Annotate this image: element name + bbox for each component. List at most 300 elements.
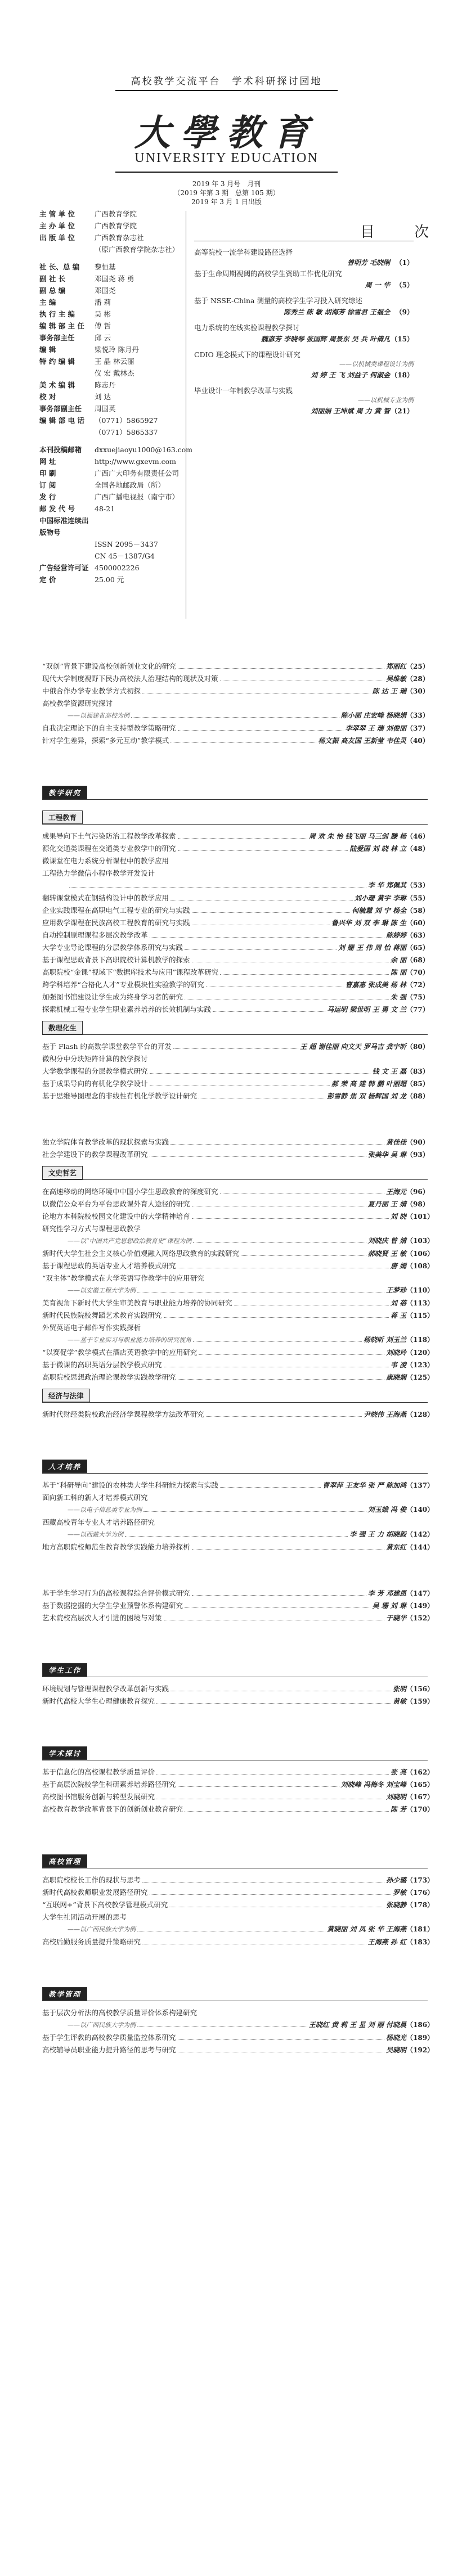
info-value: dxxuejiaoyu1000@163.com xyxy=(95,445,193,454)
toc-subtitle-row[interactable] xyxy=(42,1285,434,1298)
masthead-rule-top xyxy=(115,90,338,91)
toc-entry-title[interactable]: 高职院校校长工作的现状与思考 xyxy=(42,1876,141,1884)
toc-leader-dots xyxy=(137,2021,307,2027)
front-toc-entry[interactable] xyxy=(194,269,414,279)
toc-entry[interactable] xyxy=(42,1248,434,1260)
toc-leader-dots xyxy=(178,832,307,839)
toc-entry-authors: 尹晓伟 王海燕 xyxy=(363,1411,406,1418)
toc-entry-title[interactable]: 高校教学资源研究探讨 xyxy=(42,699,113,708)
info-value: 刘 达 xyxy=(95,393,111,401)
info-label: 编 辑 部 主 任 xyxy=(39,322,84,330)
info-value: ISSN 2095－3437 xyxy=(95,540,158,548)
toc-entry-title[interactable]: 加强图书馆建设让学生成为终身学习者的研究 xyxy=(42,993,183,1001)
toc-entry-title[interactable]: 面向新工科的新人才培养模式研究 xyxy=(42,1493,148,1502)
toc-entry-title[interactable]: 微积分中分块矩阵计算的教学探讨 xyxy=(42,1055,148,1063)
front-toc-authors xyxy=(194,370,414,380)
toc-entry[interactable] xyxy=(42,1149,428,1161)
toc-entry[interactable] xyxy=(42,1260,434,1273)
front-toc xyxy=(194,247,414,422)
toc-entry-authors: 罗敏 xyxy=(392,1889,406,1897)
toc-entry-authors: 王梦珍 xyxy=(385,1286,406,1294)
toc-subtitle-row[interactable] xyxy=(42,880,428,893)
info-value: 4500002226 xyxy=(95,564,140,572)
toc-entry[interactable] xyxy=(42,1899,434,1912)
section-label: 数理化生 xyxy=(42,1021,83,1034)
toc-entry[interactable] xyxy=(42,661,428,673)
front-toc-page: （21） xyxy=(391,407,414,415)
info-label xyxy=(39,550,95,562)
toc-entry-title[interactable]: 基于课程思政的英语专业人才培养模式研究 xyxy=(42,1262,176,1270)
toc-entry-title[interactable]: ——以安徽工程大学为例 xyxy=(68,1287,136,1294)
toc-leader-dots xyxy=(143,1506,366,1512)
toc-leader-dots xyxy=(193,1336,362,1342)
toc-entry-title[interactable]: 外贸英语电子邮件写作实践探析 xyxy=(42,1323,141,1332)
info-row xyxy=(39,296,183,308)
toc-entry[interactable] xyxy=(42,954,428,967)
section-header xyxy=(42,1987,87,2001)
toc-entry-authors: 于晓华 xyxy=(385,1614,406,1622)
toc-leader-dots xyxy=(241,1250,366,1256)
toc-entry-title[interactable]: “互联网+”背景下高校教学管理模式研究 xyxy=(42,1901,168,1909)
section-header xyxy=(42,1746,87,1760)
toc-entry[interactable] xyxy=(42,686,428,698)
info-spacer xyxy=(39,438,183,444)
front-toc-title[interactable]: CDIO 理念模式下的课程设计研究 xyxy=(194,350,300,359)
toc-entry[interactable] xyxy=(42,979,428,992)
toc-leader-dots xyxy=(199,1092,325,1098)
front-toc-authors xyxy=(194,334,414,344)
toc-entry-authors: 康晓娴 xyxy=(385,1373,406,1381)
info-value: （原广西教育学院杂志社） xyxy=(95,245,180,254)
toc-entry-title[interactable]: 新时代高校大学生心理健康教育探究 xyxy=(42,1697,155,1705)
info-label: 主 办 单 位 xyxy=(39,222,75,230)
toc-leader-dots xyxy=(178,1373,384,1380)
toc-entry-title[interactable]: 高职院校思想政治理论课教学实践教学研究 xyxy=(42,1373,176,1381)
masthead-rule-bottom xyxy=(115,172,338,173)
toc-entry-title[interactable]: 基于微课的高职英语分层教学模式研究 xyxy=(42,1361,162,1369)
section-header xyxy=(42,1389,90,1402)
toc-entry[interactable] xyxy=(42,942,428,954)
info-row xyxy=(39,220,183,232)
front-toc-entry[interactable] xyxy=(194,307,414,317)
info-row xyxy=(39,308,183,320)
toc-leader-dots xyxy=(192,1589,366,1596)
toc-subtitle-row[interactable] xyxy=(42,1924,434,1936)
info-spacer xyxy=(39,255,183,261)
toc-entry-title[interactable]: 中俄合作办学专业教学方式初探 xyxy=(42,687,141,695)
toc-entry-title[interactable]: 新时代高校教师职业发展路径研究 xyxy=(42,1888,148,1897)
toc-entry[interactable] xyxy=(42,1211,434,1223)
toc-entry[interactable] xyxy=(42,992,428,1004)
toc-entry-authors: 朱 强 xyxy=(390,993,406,1001)
toc-entry-title[interactable]: 社会学建设下的教学课程改革研究 xyxy=(42,1150,148,1159)
info-value: 傅 哲 xyxy=(95,322,111,330)
toc-entry-title[interactable]: 基于学生评教的高校教学质量监控体系研究 xyxy=(42,2033,176,2042)
toc-entry[interactable] xyxy=(42,1588,434,1600)
toc-entry-title[interactable]: 大学数学课程的分层教学模式研究 xyxy=(42,1067,148,1075)
section-label: 学生工作 xyxy=(42,1663,87,1677)
section-label: 教学研究 xyxy=(42,786,87,799)
toc-entry-page: （125） xyxy=(406,1373,434,1381)
toc-entry[interactable] xyxy=(42,893,428,905)
toc-entry-title[interactable]: 基于“科研导向”建设的农林类大学生科研能力探索与实践 xyxy=(42,1481,218,1489)
toc-entry-title[interactable]: 自动控制原理课程多层次教学改革 xyxy=(42,931,148,939)
toc-subtitle-row[interactable] xyxy=(42,1335,434,1347)
toc-entry-title[interactable]: ——以“中国共产党思想政治教育史”课程为例 xyxy=(68,1237,192,1245)
section-rule xyxy=(42,1179,428,1180)
toc-entry-title[interactable]: 基于数据挖掘的大学生学业预警体系构建研究 xyxy=(42,1601,183,1610)
front-toc-page: （15） xyxy=(391,335,414,343)
toc-block xyxy=(42,1875,434,1949)
toc-entry[interactable] xyxy=(42,1613,434,1625)
toc-entry-title[interactable]: 环境规划与管理课程教学改革创新与实践 xyxy=(42,1685,169,1693)
toc-entry-page: （25） xyxy=(406,663,429,670)
toc-entry-title[interactable]: ——以西藏大学为例 xyxy=(68,1531,123,1538)
toc-entry[interactable] xyxy=(42,673,428,686)
toc-entry-title[interactable]: 高校图书馆服务创新与转型发展研究 xyxy=(42,1793,155,1801)
toc-entry-title[interactable]: 跨学科培养“合格化人才”专业模块性实验教学的研究 xyxy=(42,980,204,989)
toc-entry-title[interactable]: 基于高层次院校学生科研素养培养路径研究 xyxy=(42,1780,176,1789)
toc-entry[interactable] xyxy=(42,723,428,735)
front-toc-entry[interactable] xyxy=(194,280,414,290)
toc-leader-dots xyxy=(192,1543,384,1550)
front-toc-title[interactable]: 高等院校一流学科建设路径选择 xyxy=(194,248,293,256)
toc-entry-page: （103） xyxy=(406,1237,434,1245)
toc-entry-page: （58） xyxy=(406,907,429,915)
toc-entry-authors: 李 强 王 力 胡晓毅 xyxy=(349,1530,406,1538)
toc-entry[interactable] xyxy=(42,1492,428,1505)
toc-entry-title[interactable]: 新时代大学生社会主义核心价值观融入网络思政教育的实践研究 xyxy=(42,1249,240,1258)
toc-entry[interactable] xyxy=(42,1310,434,1322)
toc-entry[interactable] xyxy=(42,1091,428,1103)
info-value: 邓国尧 xyxy=(95,286,116,295)
toc-entry-page: （181） xyxy=(406,1925,434,1933)
toc-leader-dots xyxy=(178,1262,389,1268)
toc-entry-title[interactable]: 基于思维导图理念的非线性有机化学教学设计研究 xyxy=(42,1092,198,1100)
front-toc-entry[interactable] xyxy=(194,323,414,333)
toc-leader-dots xyxy=(192,1213,389,1219)
toc-entry-title[interactable]: 源化交通类课程在交通类专业教学中的研究 xyxy=(42,844,176,853)
toc-entry[interactable] xyxy=(42,698,428,710)
toc-entry[interactable] xyxy=(42,1322,428,1335)
toc-entry[interactable] xyxy=(42,1517,428,1529)
toc-entry-authors: 王海元 xyxy=(385,1188,406,1196)
toc-entry-title[interactable]: 应用数学课程在民族高校工程教育的研究与实践 xyxy=(42,918,190,927)
toc-entry-authors: 刘玉娥 冯 俊 xyxy=(367,1506,406,1514)
info-row xyxy=(39,491,183,503)
front-toc-entry[interactable] xyxy=(194,350,414,369)
toc-leader-dots xyxy=(213,1006,325,1012)
toc-leader-dots xyxy=(171,737,316,743)
toc-entry-authors: 黄晓丽 刘 凤 张 华 王海燕 xyxy=(327,1925,406,1933)
toc-entry[interactable] xyxy=(42,1912,428,1924)
toc-subtitle-row[interactable] xyxy=(42,710,428,723)
toc-entry-authors: 陈婷婷 xyxy=(385,931,406,939)
toc-entry[interactable] xyxy=(42,2044,434,2057)
toc-subtitle-row[interactable] xyxy=(42,1236,434,1248)
toc-entry[interactable] xyxy=(42,735,428,747)
toc-entry-authors: 孙少璐 xyxy=(385,1876,406,1884)
toc-entry[interactable] xyxy=(42,1542,434,1554)
toc-entry-authors: 刘小珊 黄宇 李琳 xyxy=(354,894,406,902)
toc-entry-title[interactable]: 高校教育教学改革背景下的创新创业教育研究 xyxy=(42,1805,183,1813)
toc-entry-authors: 蒋 玉 xyxy=(390,1312,406,1319)
toc-entry[interactable] xyxy=(42,1600,434,1613)
toc-entry-title[interactable]: ——以福建省高校为例 xyxy=(68,712,129,719)
toc-entry-title[interactable]: 西藏高校青年专业人才培养路径研究 xyxy=(42,1518,155,1526)
toc-entry-title[interactable]: 新时代财经类院校政治经济学课程教学方法改革研究 xyxy=(42,1410,204,1418)
toc-entry-authors: 杨晓昕 刘玉兰 xyxy=(363,1336,406,1344)
front-toc-author-names: 魏彦芳 李晓琴 张国辉 周景东 吴 兵 叶倩凡 xyxy=(261,335,390,343)
toc-leader-dots xyxy=(185,993,389,999)
section-label: 教学管理 xyxy=(42,1987,87,2001)
toc-entry-authors: 刘 蓓 xyxy=(390,1299,406,1307)
journal-logo-en: UNIVERSITY EDUCATION xyxy=(134,151,319,165)
toc-entry[interactable] xyxy=(42,1409,434,1421)
toc-entry-title[interactable]: ——以广西民族大学为例 xyxy=(68,1926,136,1933)
toc-entry[interactable] xyxy=(42,1186,428,1199)
toc-entry[interactable] xyxy=(42,1298,434,1310)
toc-leader-dots xyxy=(150,1889,391,1895)
toc-entry-title[interactable]: 地方高职院校师范生教育教学实践能力培养探析 xyxy=(42,1543,190,1551)
toc-entry-page: （68） xyxy=(406,956,429,964)
toc-entry[interactable] xyxy=(42,1137,428,1149)
toc-entry-authors: 李 芳 邓建恩 xyxy=(367,1589,406,1597)
toc-entry-authors: 陈小丽 庄宏峰 杨晓娟 xyxy=(340,711,406,719)
toc-entry[interactable] xyxy=(42,1372,434,1384)
front-toc-entry[interactable] xyxy=(194,296,414,306)
front-toc-author-names: 刘 婷 王 飞 刘益子 何淑金 xyxy=(311,371,390,379)
front-toc-entry[interactable] xyxy=(194,406,414,416)
info-row xyxy=(39,232,183,244)
toc-entry-title[interactable]: 艺术院校高层次人才引进的困境与对策 xyxy=(42,1614,162,1622)
toc-entry-title[interactable]: “双创”背景下建设高校创新创业文化的研究 xyxy=(42,662,176,670)
toc-leader-dots xyxy=(220,1188,384,1194)
front-toc-page: （18） xyxy=(391,371,414,379)
toc-entry[interactable] xyxy=(42,1078,428,1091)
info-row xyxy=(39,285,183,296)
toc-entry-title[interactable]: “双主体”教学模式在大学英语写作教学中的应用研究 xyxy=(42,1274,204,1282)
toc-entry-title[interactable]: 翻转课堂模式在钢结构设计中的教学应用 xyxy=(42,894,169,902)
toc-entry-authors: 陈 达 王 瑞 xyxy=(372,687,406,695)
toc-entry-title[interactable]: 自我决定理论下的自主支持型教学策略研究 xyxy=(42,724,176,732)
toc-entry[interactable] xyxy=(42,905,428,917)
front-toc-title[interactable]: 基于 NSSE-China 测量的高校学生学习投入研究综述 xyxy=(194,296,362,305)
toc-entry-authors: 陆爱国 刘 晓 林 立 xyxy=(349,845,406,853)
toc-entry[interactable] xyxy=(42,843,428,855)
toc-entry-title[interactable]: 以微信公众平台为平台思政课外育人途径的研究 xyxy=(42,1200,190,1208)
toc-entry-title[interactable]: 基于信息化的高校课程教学质量评价 xyxy=(42,1768,155,1776)
toc-entry-page: （55） xyxy=(406,894,429,902)
toc-entry[interactable] xyxy=(42,1223,428,1236)
toc-entry-title[interactable]: 基于学生学习行为的高校课程综合评价模式研究 xyxy=(42,1589,190,1597)
toc-leader-dots xyxy=(125,1530,348,1537)
toc-entry-title[interactable]: “以赛促学”教学模式在酒店英语教学中的应用研究 xyxy=(42,1348,198,1357)
info-label: 定 价 xyxy=(39,575,56,584)
toc-entry[interactable] xyxy=(42,2032,434,2044)
toc-leader-dots xyxy=(220,675,384,681)
toc-leader-dots xyxy=(220,969,389,975)
front-toc-entry[interactable] xyxy=(194,370,414,380)
info-value: 广西广大印务有限责任公司 xyxy=(95,469,180,478)
section-rule xyxy=(42,1402,428,1403)
section-header xyxy=(42,1854,87,1868)
toc-entry[interactable] xyxy=(42,1767,434,1779)
info-value: 梁悦玲 陈月丹 xyxy=(95,345,139,354)
toc-entry-page: （30） xyxy=(406,687,429,695)
front-toc-entry[interactable] xyxy=(194,334,414,344)
toc-entry-title[interactable]: 成果导向下土气污染防治工程教学改革探索 xyxy=(42,832,176,840)
toc-entry-page: （33） xyxy=(406,711,429,719)
toc-entry-authors: 陈 丽 xyxy=(390,969,406,976)
toc-entry[interactable] xyxy=(42,1066,428,1078)
toc-entry-page: （192） xyxy=(406,2046,434,2054)
toc-entry-title[interactable]: ——基于专业实习与职业能力培养的研究视角 xyxy=(68,1336,191,1344)
info-label xyxy=(39,244,95,255)
toc-entry[interactable] xyxy=(42,1273,428,1285)
toc-entry-authors: 余 丽 xyxy=(390,956,406,964)
toc-entry[interactable] xyxy=(42,1696,434,1708)
toc-entry-page: （128） xyxy=(406,1411,434,1418)
toc-leader-dots xyxy=(164,1312,389,1318)
toc-entry[interactable] xyxy=(42,1779,434,1791)
toc-entry[interactable] xyxy=(42,1804,434,1816)
toc-entry-title[interactable]: 大学生社团活动开展的思考 xyxy=(42,1913,127,1921)
toc-entry[interactable] xyxy=(42,1199,428,1211)
toc-leader-dots xyxy=(199,1349,384,1355)
section-header xyxy=(42,810,83,824)
toc-entry-title[interactable]: 独立学院体育教学改革的现状探索与实践 xyxy=(42,1138,169,1146)
toc-entry-title[interactable]: 针对学生差异，探索“多元互动”教学模式 xyxy=(42,736,169,745)
toc-entry-page: （156） xyxy=(406,1685,434,1693)
front-toc-title[interactable]: 电力系统的在线实验课程教学探讨 xyxy=(194,323,300,332)
toc-entry-title[interactable]: 高校后勤服务质量提升策略研究 xyxy=(42,1938,141,1946)
front-toc-page: （5） xyxy=(395,281,414,289)
info-label: 网 址 xyxy=(39,457,56,466)
toc-entry-page: （65） xyxy=(406,944,429,952)
toc-entry-authors: 黄敏 xyxy=(392,1697,406,1705)
info-value: 陈志丹 xyxy=(95,381,116,389)
front-toc-entry[interactable] xyxy=(194,386,414,405)
toc-entry-title[interactable]: 高校辅导员职业能力提升路径的思考与研究 xyxy=(42,2046,176,2054)
front-toc-subtitle: ——以机械类课程设计为例 xyxy=(339,361,414,368)
toc-leader-dots xyxy=(156,1793,384,1799)
toc-entry[interactable] xyxy=(42,930,428,942)
info-label: 订 阅 xyxy=(39,481,56,489)
toc-entry[interactable] xyxy=(42,1683,434,1696)
toc-entry-title[interactable]: 基于 Flash 的高数学课堂教学平台的开发 xyxy=(42,1042,172,1051)
toc-entry-authors: 曹嘉惠 张成美 杨 林 xyxy=(345,981,406,989)
toc-entry[interactable] xyxy=(42,1359,434,1372)
toc-entry[interactable] xyxy=(42,967,428,979)
toc-entry[interactable] xyxy=(42,1936,434,1949)
toc-entry-title[interactable]: 微课堂在电力系统分析课程中的教学应用 xyxy=(42,857,169,865)
toc-leader-dots xyxy=(150,1080,330,1086)
toc-entry[interactable] xyxy=(42,917,428,930)
toc-entry-title[interactable]: 新时代民族院校舞蹈艺术教育实践研究 xyxy=(42,1311,162,1319)
toc-entry-page: （70） xyxy=(406,969,429,976)
toc-entry-title[interactable]: 企业实践课程在高职电气工程专业的研究与实践 xyxy=(42,906,190,915)
toc-entry-title[interactable]: 美育视角下新时代大学生审美教育与职业能力培养的协同研究 xyxy=(42,1299,232,1307)
toc-entry[interactable] xyxy=(42,855,428,868)
toc-entry-title[interactable]: 基于课程思政背景下高职院校计算机教学的探索 xyxy=(42,956,190,964)
toc-entry-title[interactable]: 基于层次分析法的高校教学质量评价体系构建研究 xyxy=(42,2008,198,2017)
toc-entry-title[interactable]: 工程热力学微信小程序教学开发设计 xyxy=(42,869,155,877)
toc-entry-title[interactable]: 在高速移动的网络环境中中国小学生思政教育的深度研究 xyxy=(42,1187,218,1196)
toc-leader-dots xyxy=(206,981,344,987)
info-row xyxy=(39,515,183,538)
toc-entry[interactable] xyxy=(42,1053,428,1066)
front-toc-title[interactable]: 基于生命周期视阈的高校学生资助工作优化研究 xyxy=(194,269,342,278)
front-toc-entry[interactable] xyxy=(194,247,414,268)
front-toc-authors xyxy=(194,307,414,317)
info-row xyxy=(39,320,183,332)
info-value: 广西教育学院 xyxy=(95,222,137,230)
toc-entry-authors: 刘晓明 xyxy=(385,1793,406,1801)
info-label: 中国标准连续出版物号 xyxy=(39,516,89,537)
toc-block xyxy=(42,1137,428,1161)
info-label: 编 辑 部 电 话 xyxy=(39,416,84,425)
toc-entry[interactable] xyxy=(42,1347,434,1359)
info-row xyxy=(39,456,183,467)
toc-entry-authors: 黄佳佳 xyxy=(385,1138,406,1146)
toc-entry[interactable] xyxy=(42,1041,428,1053)
toc-subtitle-row[interactable] xyxy=(42,1505,434,1517)
front-toc-author-names: 曾明芳 毛晓刚 xyxy=(347,259,390,267)
toc-entry-page: （170） xyxy=(406,1805,434,1813)
info-label: 社 长、总 编 xyxy=(39,263,80,271)
toc-entry-title[interactable]: 论地方本科院校校园文化建设中的大学精神培育 xyxy=(42,1212,190,1221)
toc-entry[interactable] xyxy=(42,1791,434,1804)
toc-entry-title[interactable]: ——以电子信息类专业为例 xyxy=(68,1506,142,1514)
toc-entry-page: （165） xyxy=(406,1781,434,1789)
toc-entry-authors: 李 华 郑佩其 xyxy=(367,881,406,889)
front-toc-title[interactable]: 毕业设计一年制教学改革与实践 xyxy=(194,386,293,395)
toc-subtitle-row[interactable] xyxy=(42,2020,434,2032)
toc-entry-page: （108） xyxy=(406,1262,434,1270)
toc-entry-authors: 夏丹丽 王 婧 xyxy=(367,1200,406,1208)
toc-leader-dots xyxy=(137,1286,384,1292)
toc-entry[interactable] xyxy=(42,1887,434,1899)
toc-entry-authors: 张美华 吴 琳 xyxy=(367,1151,406,1159)
toc-entry-title[interactable]: 高职院校“金课”视域下“数据库技术与应用”课程改革研究 xyxy=(42,968,219,976)
toc-entry-title[interactable]: ——以广西民族大学为例 xyxy=(68,2021,136,2029)
toc-entry[interactable] xyxy=(42,2007,428,2020)
toc-entry-title[interactable]: 研究性学习方式与课程思政教学 xyxy=(42,1224,141,1233)
toc-entry[interactable] xyxy=(42,1875,434,1887)
toc-block xyxy=(42,1588,434,1625)
section-rule xyxy=(42,1473,428,1474)
info-value: 48-21 xyxy=(95,505,115,513)
toc-entry[interactable] xyxy=(42,831,428,843)
toc-entry[interactable] xyxy=(42,1004,428,1016)
toc-entry-title[interactable]: 基于成果导向的有机化学教学设计 xyxy=(42,1079,148,1088)
toc-entry-title[interactable]: 探索机械工程专业学生职业素养培养的长效机制与实践 xyxy=(42,1005,212,1014)
front-toc-author-names: 陈秀兰 陈 敏 胡海芳 徐雪君 王福全 xyxy=(284,308,390,316)
toc-entry-title[interactable]: 大学专业导论课程的分层教学体系研究与实践 xyxy=(42,943,183,952)
toc-entry-page: （88） xyxy=(406,1092,429,1100)
front-toc-authors xyxy=(194,406,414,416)
toc-entry[interactable] xyxy=(42,1480,434,1492)
info-row xyxy=(39,344,183,355)
toc-leader-dots xyxy=(178,1781,339,1787)
section-header xyxy=(42,1166,83,1179)
toc-title: 目 次 xyxy=(360,224,442,241)
toc-entry[interactable] xyxy=(42,868,428,880)
toc-subtitle-row[interactable] xyxy=(42,1529,434,1542)
toc-entry-title[interactable]: 现代大学制度视野下民办高校法人治理结构的现状及对策 xyxy=(42,674,218,683)
section-label: 工程教育 xyxy=(42,810,83,824)
